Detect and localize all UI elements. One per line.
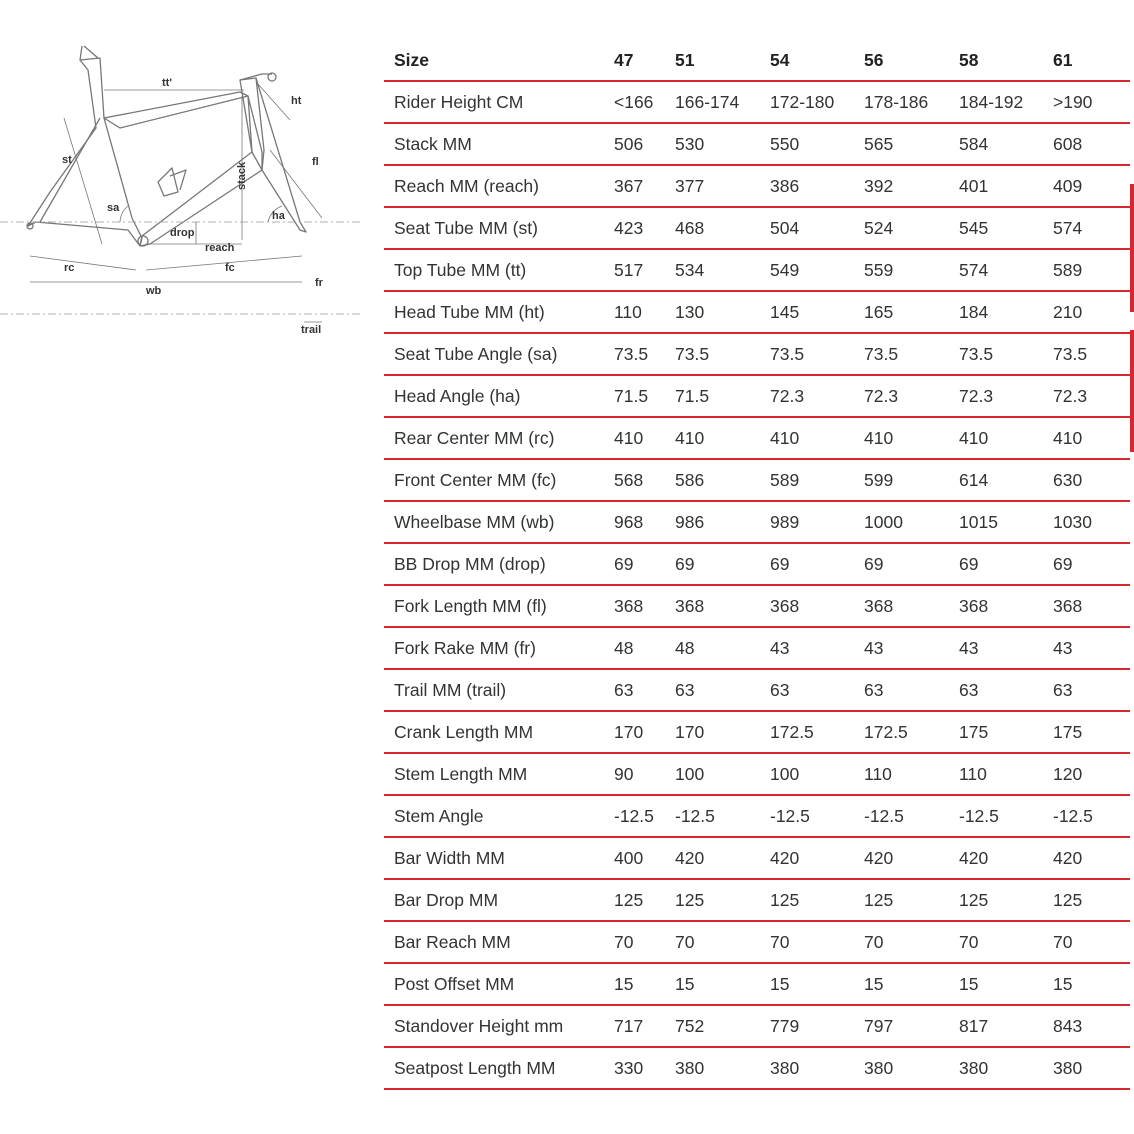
table-row	[384, 123, 1130, 165]
table-row	[384, 249, 1130, 291]
header-cell: 54	[760, 40, 854, 81]
table-cell: 172.5	[760, 711, 854, 753]
table-cell: 63	[760, 669, 854, 711]
table-cell: 43	[854, 627, 949, 669]
fc-dimension	[146, 256, 302, 270]
table-cell: 63	[604, 669, 665, 711]
header-cell: 58	[949, 40, 1043, 81]
label-reach: reach	[205, 242, 235, 254]
table-row	[384, 627, 1130, 669]
label-sa: sa	[107, 202, 120, 214]
table-row	[384, 921, 1130, 963]
table-cell: 43	[760, 627, 854, 669]
row-label: Front Center MM (fc)	[384, 459, 604, 501]
table-cell: 184-192	[949, 81, 1043, 123]
table-cell: 73.5	[854, 333, 949, 375]
table-row	[384, 711, 1130, 753]
table-cell: 468	[665, 207, 760, 249]
table-cell: 15	[1043, 963, 1130, 1005]
table-cell: 380	[760, 1047, 854, 1089]
label-trail: trail	[301, 324, 322, 336]
table-cell: 380	[665, 1047, 760, 1089]
frame-outline	[28, 58, 142, 246]
label-ht: ht	[291, 95, 302, 107]
header-cell: 61	[1043, 40, 1130, 81]
table-cell: 15	[760, 963, 854, 1005]
table-cell: 166-174	[665, 81, 760, 123]
table-row	[384, 585, 1130, 627]
table-row	[384, 81, 1130, 123]
table-cell: 73.5	[665, 333, 760, 375]
row-label: Stem Angle	[384, 795, 604, 837]
table-row	[384, 795, 1130, 837]
table-cell: 368	[854, 585, 949, 627]
table-cell: 779	[760, 1005, 854, 1047]
table-cell: 368	[604, 585, 665, 627]
table-cell: 550	[760, 123, 854, 165]
table-body	[384, 81, 1130, 1089]
table-cell: 410	[760, 417, 854, 459]
table-cell: 125	[854, 879, 949, 921]
table-cell: 184	[949, 291, 1043, 333]
table-cell: 15	[854, 963, 949, 1005]
row-label: Seat Tube Angle (sa)	[384, 333, 604, 375]
table-cell: 401	[949, 165, 1043, 207]
table-cell: 63	[665, 669, 760, 711]
table-cell: 559	[854, 249, 949, 291]
sa-arc	[120, 206, 128, 222]
row-label: Wheelbase MM (wb)	[384, 501, 604, 543]
table-cell: 15	[949, 963, 1043, 1005]
table-row	[384, 417, 1130, 459]
table-cell: 1015	[949, 501, 1043, 543]
table-cell: 504	[760, 207, 854, 249]
table-cell: 125	[604, 879, 665, 921]
table-cell: 423	[604, 207, 665, 249]
header-cell: 56	[854, 40, 949, 81]
table-cell: >190	[1043, 81, 1130, 123]
table-cell: 73.5	[949, 333, 1043, 375]
table-cell: 170	[604, 711, 665, 753]
table-cell: 69	[1043, 543, 1130, 585]
label-st: st	[62, 154, 72, 166]
row-label: Post Offset MM	[384, 963, 604, 1005]
table-cell: 517	[604, 249, 665, 291]
table-cell: 70	[665, 921, 760, 963]
table-cell: 70	[854, 921, 949, 963]
table-cell: 178-186	[854, 81, 949, 123]
row-label: Trail MM (trail)	[384, 669, 604, 711]
table-cell: 43	[949, 627, 1043, 669]
row-label: Top Tube MM (tt)	[384, 249, 604, 291]
table-cell: 15	[604, 963, 665, 1005]
table-cell: 110	[604, 291, 665, 333]
header-cell: 51	[665, 40, 760, 81]
table-cell: 170	[665, 711, 760, 753]
table-cell: 549	[760, 249, 854, 291]
table-cell: 586	[665, 459, 760, 501]
table-cell: -12.5	[854, 795, 949, 837]
table-cell: 330	[604, 1047, 665, 1089]
table-cell: 608	[1043, 123, 1130, 165]
table-cell: 380	[949, 1047, 1043, 1089]
table-cell: 69	[604, 543, 665, 585]
table-row	[384, 501, 1130, 543]
table-cell: 70	[604, 921, 665, 963]
table-cell: 584	[949, 123, 1043, 165]
table-cell: 70	[1043, 921, 1130, 963]
table-cell: 69	[665, 543, 760, 585]
table-cell: 125	[1043, 879, 1130, 921]
header-cell: 47	[604, 40, 665, 81]
table-cell: 69	[760, 543, 854, 585]
table-cell: 69	[949, 543, 1043, 585]
bike-geometry-diagram	[0, 40, 362, 340]
table-row	[384, 165, 1130, 207]
bottle-cage	[158, 168, 186, 196]
table-cell: 145	[760, 291, 854, 333]
row-label: Bar Reach MM	[384, 921, 604, 963]
table-cell: 210	[1043, 291, 1130, 333]
table-cell: 100	[760, 753, 854, 795]
bottom-bracket	[138, 236, 148, 246]
table-cell: 90	[604, 753, 665, 795]
row-label: Fork Length MM (fl)	[384, 585, 604, 627]
table-row	[384, 879, 1130, 921]
table-cell: 589	[760, 459, 854, 501]
table-row	[384, 669, 1130, 711]
table-row	[384, 291, 1130, 333]
table-cell: -12.5	[665, 795, 760, 837]
table-cell: 410	[949, 417, 1043, 459]
table-cell: -12.5	[760, 795, 854, 837]
table-row	[384, 333, 1130, 375]
table-row	[384, 963, 1130, 1005]
table-cell: 368	[665, 585, 760, 627]
top-tube	[104, 92, 248, 128]
table-cell: 172-180	[760, 81, 854, 123]
table-cell: 125	[665, 879, 760, 921]
table-cell: 545	[949, 207, 1043, 249]
table-cell: 506	[604, 123, 665, 165]
table-cell: 986	[665, 501, 760, 543]
table-row	[384, 543, 1130, 585]
label-rc: rc	[64, 262, 75, 274]
rc-dimension	[30, 256, 136, 270]
table-cell: 568	[604, 459, 665, 501]
label-fc: fc	[225, 262, 235, 274]
row-label: Fork Rake MM (fr)	[384, 627, 604, 669]
row-label: BB Drop MM (drop)	[384, 543, 604, 585]
table-cell: 73.5	[760, 333, 854, 375]
table-cell: 989	[760, 501, 854, 543]
accent-bar	[1130, 184, 1134, 312]
table-cell: 367	[604, 165, 665, 207]
table-cell: 420	[1043, 837, 1130, 879]
table-row	[384, 207, 1130, 249]
row-label: Head Tube MM (ht)	[384, 291, 604, 333]
table-cell: 100	[665, 753, 760, 795]
table-cell: 589	[1043, 249, 1130, 291]
table-cell: -12.5	[1043, 795, 1130, 837]
table-cell: 125	[949, 879, 1043, 921]
table-cell: 968	[604, 501, 665, 543]
table-row	[384, 459, 1130, 501]
row-label: Rear Center MM (rc)	[384, 417, 604, 459]
label-tt: tt'	[162, 77, 172, 89]
table-cell: 565	[854, 123, 949, 165]
table-cell: 110	[854, 753, 949, 795]
table-cell: 165	[854, 291, 949, 333]
table-cell: 175	[1043, 711, 1130, 753]
table-cell: 70	[949, 921, 1043, 963]
table-cell: 420	[949, 837, 1043, 879]
table-cell: 630	[1043, 459, 1130, 501]
table-cell: 400	[604, 837, 665, 879]
table-cell: 1030	[1043, 501, 1130, 543]
table-cell: -12.5	[949, 795, 1043, 837]
table-cell: 15	[665, 963, 760, 1005]
table-cell: 420	[665, 837, 760, 879]
table-cell: 1000	[854, 501, 949, 543]
table-row	[384, 1047, 1130, 1089]
row-label: Rider Height CM	[384, 81, 604, 123]
label-drop: drop	[170, 227, 195, 239]
table-cell: 409	[1043, 165, 1130, 207]
table-row	[384, 753, 1130, 795]
table-cell: 72.3	[1043, 375, 1130, 417]
table-cell: 72.3	[854, 375, 949, 417]
table-cell: 410	[1043, 417, 1130, 459]
table-cell: <166	[604, 81, 665, 123]
table-cell: 69	[854, 543, 949, 585]
row-label: Head Angle (ha)	[384, 375, 604, 417]
table-cell: 48	[604, 627, 665, 669]
table-cell: 420	[760, 837, 854, 879]
row-label: Standover Height mm	[384, 1005, 604, 1047]
table-cell: 599	[854, 459, 949, 501]
row-label: Reach MM (reach)	[384, 165, 604, 207]
accent-bar	[1130, 330, 1134, 452]
table-cell: 110	[949, 753, 1043, 795]
table-row	[384, 375, 1130, 417]
table-cell: 175	[949, 711, 1043, 753]
table-cell: 130	[665, 291, 760, 333]
table-cell: 392	[854, 165, 949, 207]
row-label: Seatpost Length MM	[384, 1047, 604, 1089]
table-cell: 817	[949, 1005, 1043, 1047]
table-cell: 574	[949, 249, 1043, 291]
table-row	[384, 1005, 1130, 1047]
table-cell: 380	[854, 1047, 949, 1089]
table-cell: 71.5	[604, 375, 665, 417]
table-cell: 524	[854, 207, 949, 249]
table-cell: 72.3	[760, 375, 854, 417]
row-label: Seat Tube MM (st)	[384, 207, 604, 249]
table-cell: 63	[1043, 669, 1130, 711]
table-row	[384, 837, 1130, 879]
table-cell: 125	[760, 879, 854, 921]
label-ha: ha	[272, 210, 285, 222]
table-cell: 530	[665, 123, 760, 165]
row-label: Bar Width MM	[384, 837, 604, 879]
label-stack: stack	[236, 161, 248, 190]
table-cell: 574	[1043, 207, 1130, 249]
row-label: Stack MM	[384, 123, 604, 165]
table-cell: 368	[760, 585, 854, 627]
table-cell: 172.5	[854, 711, 949, 753]
table-cell: 797	[854, 1005, 949, 1047]
table-cell: 73.5	[1043, 333, 1130, 375]
row-label: Crank Length MM	[384, 711, 604, 753]
label-wb: wb	[146, 285, 162, 297]
table-cell: 717	[604, 1005, 665, 1047]
table-cell: 377	[665, 165, 760, 207]
table-cell: 410	[665, 417, 760, 459]
label-fl: fl	[312, 156, 319, 168]
header-cell: Size	[384, 40, 604, 81]
table-cell: 752	[665, 1005, 760, 1047]
table-cell: 48	[665, 627, 760, 669]
table-cell: 410	[854, 417, 949, 459]
table-cell: 534	[665, 249, 760, 291]
table-cell: -12.5	[604, 795, 665, 837]
table-cell: 72.3	[949, 375, 1043, 417]
geometry-table	[384, 40, 1130, 1090]
table-cell: 70	[760, 921, 854, 963]
table-cell: 120	[1043, 753, 1130, 795]
table-cell: 386	[760, 165, 854, 207]
table-cell: 410	[604, 417, 665, 459]
table-cell: 63	[854, 669, 949, 711]
table-header-row	[384, 40, 1130, 81]
table-cell: 368	[1043, 585, 1130, 627]
table-cell: 380	[1043, 1047, 1130, 1089]
table-cell: 843	[1043, 1005, 1130, 1047]
table-cell: 368	[949, 585, 1043, 627]
table-cell: 63	[949, 669, 1043, 711]
row-label: Stem Length MM	[384, 753, 604, 795]
table-cell: 614	[949, 459, 1043, 501]
label-fr: fr	[315, 277, 323, 289]
table-cell: 43	[1043, 627, 1130, 669]
table-cell: 71.5	[665, 375, 760, 417]
table-cell: 73.5	[604, 333, 665, 375]
row-label: Bar Drop MM	[384, 879, 604, 921]
table-cell: 420	[854, 837, 949, 879]
